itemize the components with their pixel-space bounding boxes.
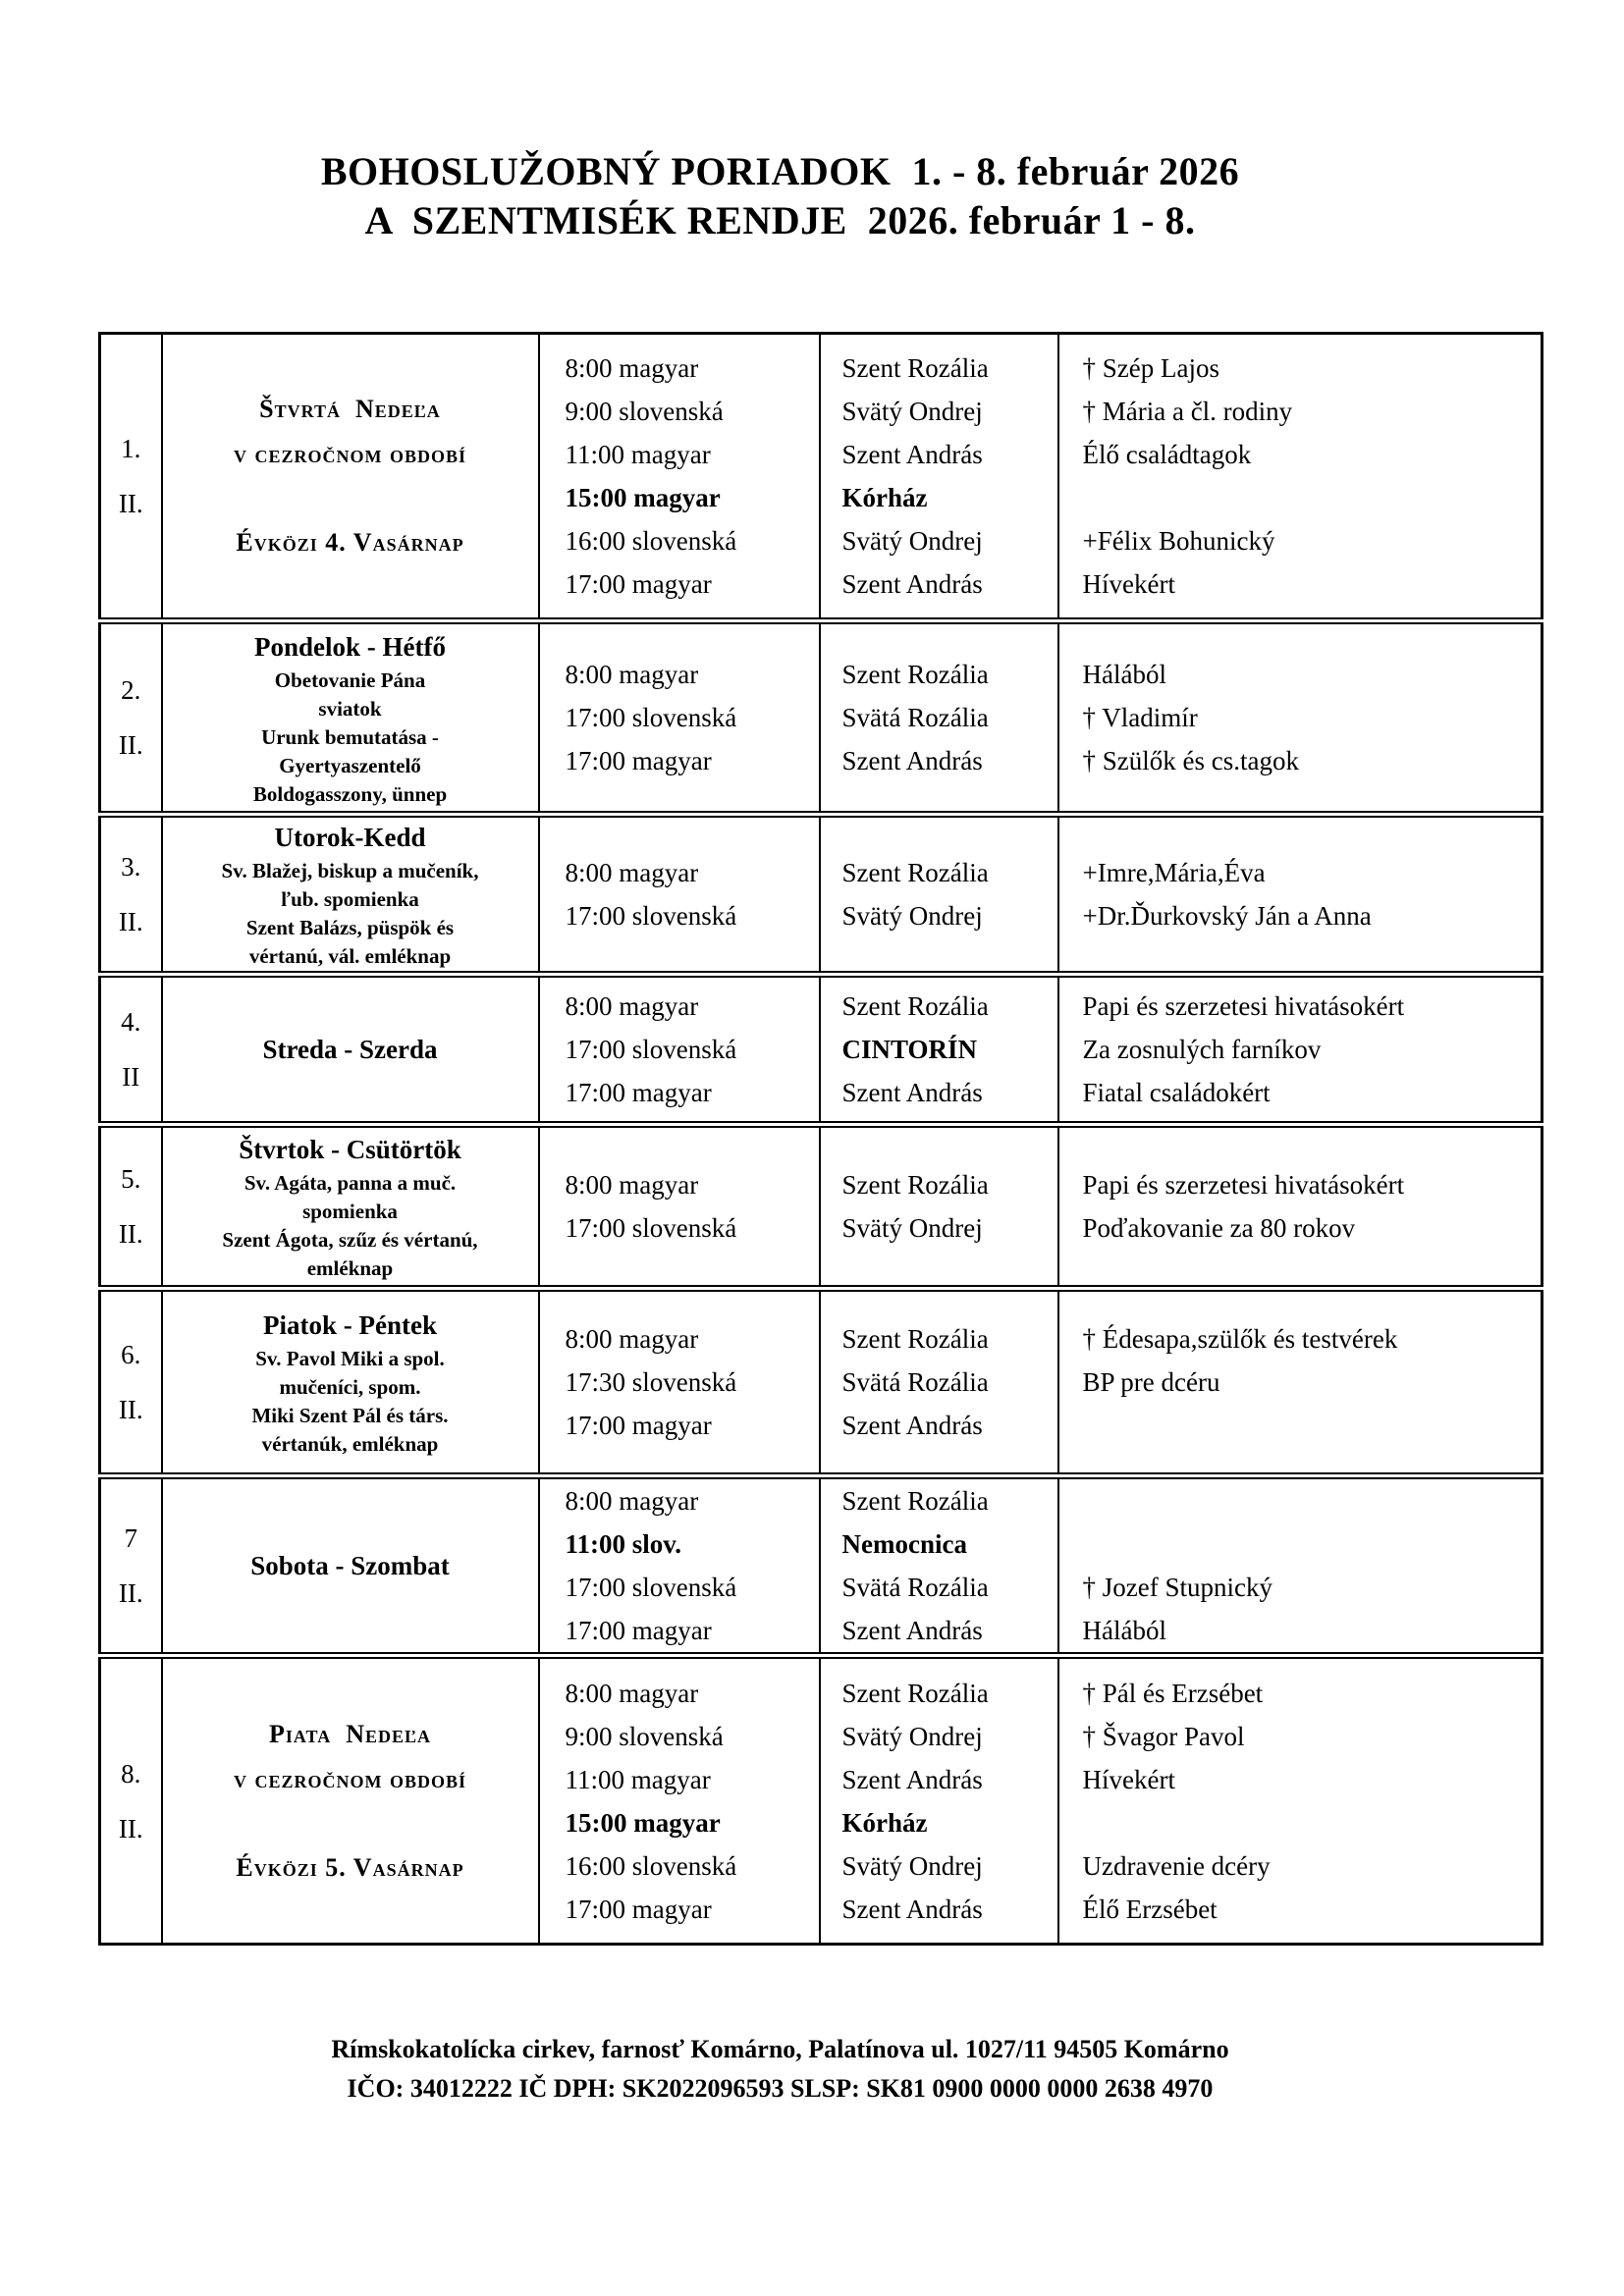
mass-place-cell-line: Szent András (841, 1078, 983, 1107)
mass-time-cell (539, 975, 820, 1125)
mass-intention-cell-line: BP pre dcéru (1082, 1367, 1220, 1397)
day-line: v cezročnom období (233, 1764, 466, 1793)
day-cell (162, 1289, 539, 1476)
mass-intention-cell-line: Hálából (1082, 1616, 1166, 1645)
row-number-cell (100, 815, 162, 975)
mass-intention-cell (1058, 1656, 1543, 1945)
day-line: Gyertyaszentelő (279, 753, 421, 777)
mass-time-cell (539, 334, 820, 621)
mass-time-cell-line: 17:30 slovenská (565, 1367, 737, 1397)
mass-time-cell-line: 8:00 magyar (565, 1678, 699, 1708)
day-line: Sv. Pavol Miki a spol. (255, 1347, 445, 1370)
schedule-row (100, 621, 1543, 815)
mass-place-cell-line: Szent András (841, 440, 983, 469)
mass-place-cell-line: Kórház (841, 483, 928, 512)
row-number: II (122, 1062, 140, 1092)
schedule-row (100, 1476, 1543, 1656)
mass-place-cell-line: Szent András (841, 1764, 983, 1794)
mass-time-cell-line: 17:00 slovenská (565, 901, 737, 931)
day-line: Utorok-Kedd (274, 823, 426, 852)
day-line: spomienka (302, 1200, 398, 1223)
mass-time-cell (539, 1289, 820, 1476)
mass-time-cell-line: 17:00 slovenská (565, 1213, 737, 1243)
mass-time-cell-line: 17:00 slovenská (565, 1573, 737, 1602)
row-number: 4. (121, 1007, 141, 1037)
mass-intention-cell-line: Hívekért (1082, 569, 1175, 599)
row-number: II. (118, 1578, 143, 1608)
day-cell (162, 621, 539, 815)
mass-time-cell-line: 8:00 magyar (565, 858, 699, 887)
document-title (59, 147, 1501, 245)
mass-place-cell-line: CINTORÍN (841, 1035, 978, 1064)
mass-time-cell-line: 11:00 magyar (565, 1764, 711, 1794)
row-number: II. (118, 1813, 143, 1843)
row-number: II. (118, 1219, 143, 1249)
day-line: v cezročnom období (233, 440, 466, 468)
mass-time-cell-line: 17:00 magyar (565, 1411, 712, 1440)
schedule-row (100, 1289, 1543, 1476)
mass-intention-cell-line: Za zosnulých farníkov (1082, 1035, 1322, 1064)
mass-place-cell (820, 1125, 1058, 1289)
mass-place-cell-line: Szent Rozália (841, 991, 989, 1021)
mass-time-cell-line: 15:00 magyar (565, 1807, 721, 1838)
mass-intention-cell-line: Élő családtagok (1082, 440, 1252, 469)
mass-intention-cell-line: Hálából (1082, 660, 1166, 689)
mass-place-cell (820, 975, 1058, 1125)
mass-intention-cell-line: † Szép Lajos (1082, 353, 1219, 383)
day-line: Évközi 5. Vasárnap (236, 1852, 464, 1882)
day-cell (162, 1125, 539, 1289)
schedule-row (100, 975, 1543, 1125)
day-line: Sv. Blažej, biskup a mučeník, (221, 859, 479, 882)
mass-intention-cell-line (1083, 1404, 1542, 1447)
mass-intention-cell-line: +Félix Bohunický (1082, 526, 1275, 556)
mass-intention-cell-line: † Jozef Stupnický (1082, 1573, 1272, 1602)
mass-time-cell-line: 16:00 slovenská (565, 526, 737, 556)
row-number: 8. (121, 1758, 141, 1789)
mass-place-cell-line: Szent András (841, 1616, 983, 1645)
row-number-cell (100, 975, 162, 1125)
footer-address: Rímskokatolícka cirkev, farnosť Komárno, Palatínova ul. 1027/11 94505 Komárno (331, 2035, 1229, 2063)
mass-intention-cell-line: +Dr.Ďurkovský Ján a Anna (1082, 901, 1372, 931)
mass-place-cell-line: Svätý Ondrej (841, 1213, 983, 1243)
mass-time-cell (539, 621, 820, 815)
row-number: II. (118, 1395, 143, 1424)
day-line: Štvrtá Nedeľa (259, 395, 441, 423)
row-number-cell (100, 1125, 162, 1289)
day-line: Obetovanie Pána (274, 667, 426, 692)
mass-place-cell-line: Szent András (841, 569, 983, 599)
mass-intention-cell-line (1083, 476, 1542, 519)
day-cell (162, 975, 539, 1125)
mass-time-cell-line: 9:00 slovenská (565, 397, 724, 426)
mass-time-cell-line: 8:00 magyar (565, 353, 699, 383)
day-line: Piata Nedeľa (268, 1719, 431, 1748)
mass-intention-cell (1058, 815, 1543, 975)
mass-time-cell (539, 1125, 820, 1289)
mass-intention-cell-line (1083, 1522, 1542, 1566)
mass-place-cell-line: Szent Rozália (841, 1678, 989, 1708)
mass-place-cell (820, 1656, 1058, 1945)
mass-time-cell-line: 17:00 magyar (565, 569, 712, 599)
row-number-cell (100, 1476, 162, 1656)
mass-time-cell-line: 17:00 magyar (565, 1894, 712, 1924)
day-line (163, 477, 538, 520)
document-footer (59, 2030, 1501, 2109)
day-cell (162, 1656, 539, 1945)
day-line: Szent Balázs, püspök és (245, 916, 455, 939)
mass-intention-cell (1058, 1476, 1543, 1656)
day-line: Piatok - Péntek (263, 1310, 437, 1340)
row-number: 1. (121, 434, 141, 463)
mass-place-cell-line: Svätá Rozália (841, 1573, 989, 1602)
mass-place-cell-line: Szent Rozália (841, 660, 989, 689)
mass-place-cell-line: Nemocnica (841, 1529, 967, 1559)
mass-time-cell (539, 1656, 820, 1945)
mass-time-cell-line: 11:00 magyar (565, 440, 711, 469)
day-line (163, 1802, 538, 1845)
mass-intention-cell-line: † Édesapa,szülők és testvérek (1082, 1324, 1398, 1354)
mass-place-cell-line: Svätá Rozália (841, 1367, 989, 1397)
mass-place-cell (820, 621, 1058, 815)
mass-intention-cell (1058, 1125, 1543, 1289)
mass-intention-cell (1058, 1289, 1543, 1476)
day-line: Szent Ágota, szűz és vértanú, (222, 1228, 478, 1252)
mass-time-cell-line: 17:00 magyar (565, 746, 712, 775)
mass-time-cell-line: 17:00 magyar (565, 1616, 712, 1645)
row-number: 7 (124, 1523, 137, 1553)
mass-time-cell-line: 8:00 magyar (565, 1486, 699, 1516)
day-line: Streda - Szerda (262, 1035, 438, 1064)
mass-place-cell (820, 815, 1058, 975)
day-cell (162, 334, 539, 621)
mass-place-cell-line: Szent András (841, 1894, 983, 1924)
mass-place-cell-line: Szent Rozália (841, 1170, 989, 1200)
mass-intention-cell-line: † Mária a čl. rodiny (1082, 397, 1293, 426)
row-number: II. (118, 489, 143, 518)
schedule-row (100, 334, 1543, 621)
schedule-row (100, 1656, 1543, 1945)
row-number: II. (118, 730, 143, 760)
title-line-1: BOHOSLUŽOBNÝ PORIADOK 1. - 8. február 2026 (320, 149, 1240, 193)
row-number: 6. (121, 1340, 141, 1369)
schedule-row (100, 815, 1543, 975)
mass-place-cell-line: Svätý Ondrej (841, 1850, 983, 1881)
mass-intention-cell-line: Papi és szerzetesi hivatásokért (1082, 1170, 1405, 1200)
mass-place-cell (820, 1289, 1058, 1476)
day-line: vértanú, vál. emléknap (248, 944, 452, 968)
mass-time-cell-line: 8:00 magyar (565, 1324, 699, 1354)
mass-time-cell (539, 815, 820, 975)
day-line: mučeníci, spom. (279, 1375, 421, 1399)
day-line: Sv. Agáta, panna a muč. (244, 1171, 457, 1195)
mass-intention-cell (1058, 975, 1543, 1125)
schedule-table-body (100, 334, 1543, 1945)
mass-place-cell-line: Svätý Ondrej (841, 1721, 983, 1751)
day-cell (162, 815, 539, 975)
mass-time-cell-line: 15:00 magyar (565, 483, 721, 512)
mass-place-cell (820, 1476, 1058, 1656)
day-line: Miki Szent Pál és társ. (251, 1404, 449, 1427)
day-line: Štvrtok - Csütörtök (239, 1135, 461, 1164)
day-line: Évközi 4. Vasárnap (236, 528, 464, 557)
mass-intention-cell-line (1083, 1479, 1542, 1522)
mass-place-cell-line: Svätý Ondrej (841, 526, 983, 556)
row-number: 2. (121, 675, 141, 705)
mass-place-cell-line: Szent András (841, 746, 983, 775)
mass-place-cell-line: Szent Rozália (841, 353, 989, 383)
mass-intention-cell-line: Élő Erzsébet (1082, 1894, 1218, 1924)
mass-place-cell-line: Szent Rozália (841, 1324, 989, 1354)
mass-time-cell (539, 1476, 820, 1656)
mass-intention-cell (1058, 621, 1543, 815)
mass-place-cell-line: Svätý Ondrej (841, 397, 983, 426)
mass-intention-cell-line: † Pál és Erzsébet (1082, 1678, 1264, 1708)
mass-time-cell-line: 17:00 slovenská (565, 703, 737, 732)
mass-schedule-table (98, 332, 1543, 1946)
mass-intention-cell-line (1083, 1801, 1542, 1844)
day-line: Sobota - Szombat (250, 1551, 450, 1580)
mass-time-cell-line: 9:00 slovenská (565, 1721, 724, 1751)
mass-intention-cell-line: Papi és szerzetesi hivatásokért (1082, 991, 1405, 1021)
mass-time-cell-line: 8:00 magyar (565, 660, 699, 689)
mass-time-cell-line: 8:00 magyar (565, 1170, 699, 1200)
day-line: Boldogasszony, ünnep (252, 781, 448, 806)
day-cell (162, 1476, 539, 1656)
mass-place-cell-line: Svätá Rozália (841, 703, 989, 732)
footer-registration: IČO: 34012222 IČ DPH: SK2022096593 SLSP: SK81 0900 0000 0000 2638 4970 (347, 2074, 1214, 2103)
mass-intention-cell (1058, 334, 1543, 621)
mass-place-cell-line: Svätý Ondrej (841, 901, 983, 931)
row-number-cell (100, 1289, 162, 1476)
mass-intention-cell-line: † Švagor Pavol (1082, 1721, 1245, 1751)
schedule-row (100, 1125, 1543, 1289)
mass-place-cell-line: Kórház (841, 1807, 928, 1838)
mass-intention-cell-line: Fiatal családokért (1082, 1078, 1271, 1107)
mass-place-cell (820, 334, 1058, 621)
row-number-cell (100, 621, 162, 815)
mass-time-cell-line: 16:00 slovenská (565, 1850, 737, 1881)
mass-time-cell-line: 11:00 slov. (565, 1529, 682, 1559)
row-number: II. (118, 907, 143, 936)
mass-place-cell-line: Szent Rozália (841, 1486, 989, 1516)
mass-intention-cell-line: Hívekért (1082, 1764, 1175, 1794)
mass-intention-cell-line: Poďakovanie za 80 rokov (1082, 1213, 1356, 1243)
day-line: vértanúk, emléknap (261, 1432, 439, 1456)
mass-place-cell-line: Szent András (841, 1411, 983, 1440)
day-line: sviatok (318, 696, 382, 721)
mass-time-cell-line: 17:00 slovenská (565, 1035, 737, 1064)
mass-place-cell-line: Szent Rozália (841, 858, 989, 887)
row-number: 5. (121, 1164, 141, 1194)
day-line: ľub. spomienka (281, 887, 419, 911)
mass-intention-cell-line: † Szülők és cs.tagok (1082, 746, 1299, 775)
row-number-cell (100, 1656, 162, 1945)
row-number-cell (100, 334, 162, 621)
title-line-2: A SZENTMISÉK RENDJE 2026. február 1 - 8. (364, 198, 1196, 242)
mass-intention-cell-line: † Vladimír (1082, 703, 1198, 732)
mass-intention-cell-line: +Imre,Mária,Éva (1082, 858, 1266, 887)
day-line: Urunk bemutatása - (261, 724, 439, 749)
day-line: emléknap (306, 1256, 394, 1280)
mass-intention-cell-line: Uzdravenie dcéry (1082, 1850, 1271, 1881)
mass-time-cell-line: 17:00 magyar (565, 1078, 712, 1107)
day-line: Pondelok - Hétfő (254, 631, 446, 662)
mass-time-cell-line: 8:00 magyar (565, 991, 699, 1021)
row-number: 3. (121, 852, 141, 881)
